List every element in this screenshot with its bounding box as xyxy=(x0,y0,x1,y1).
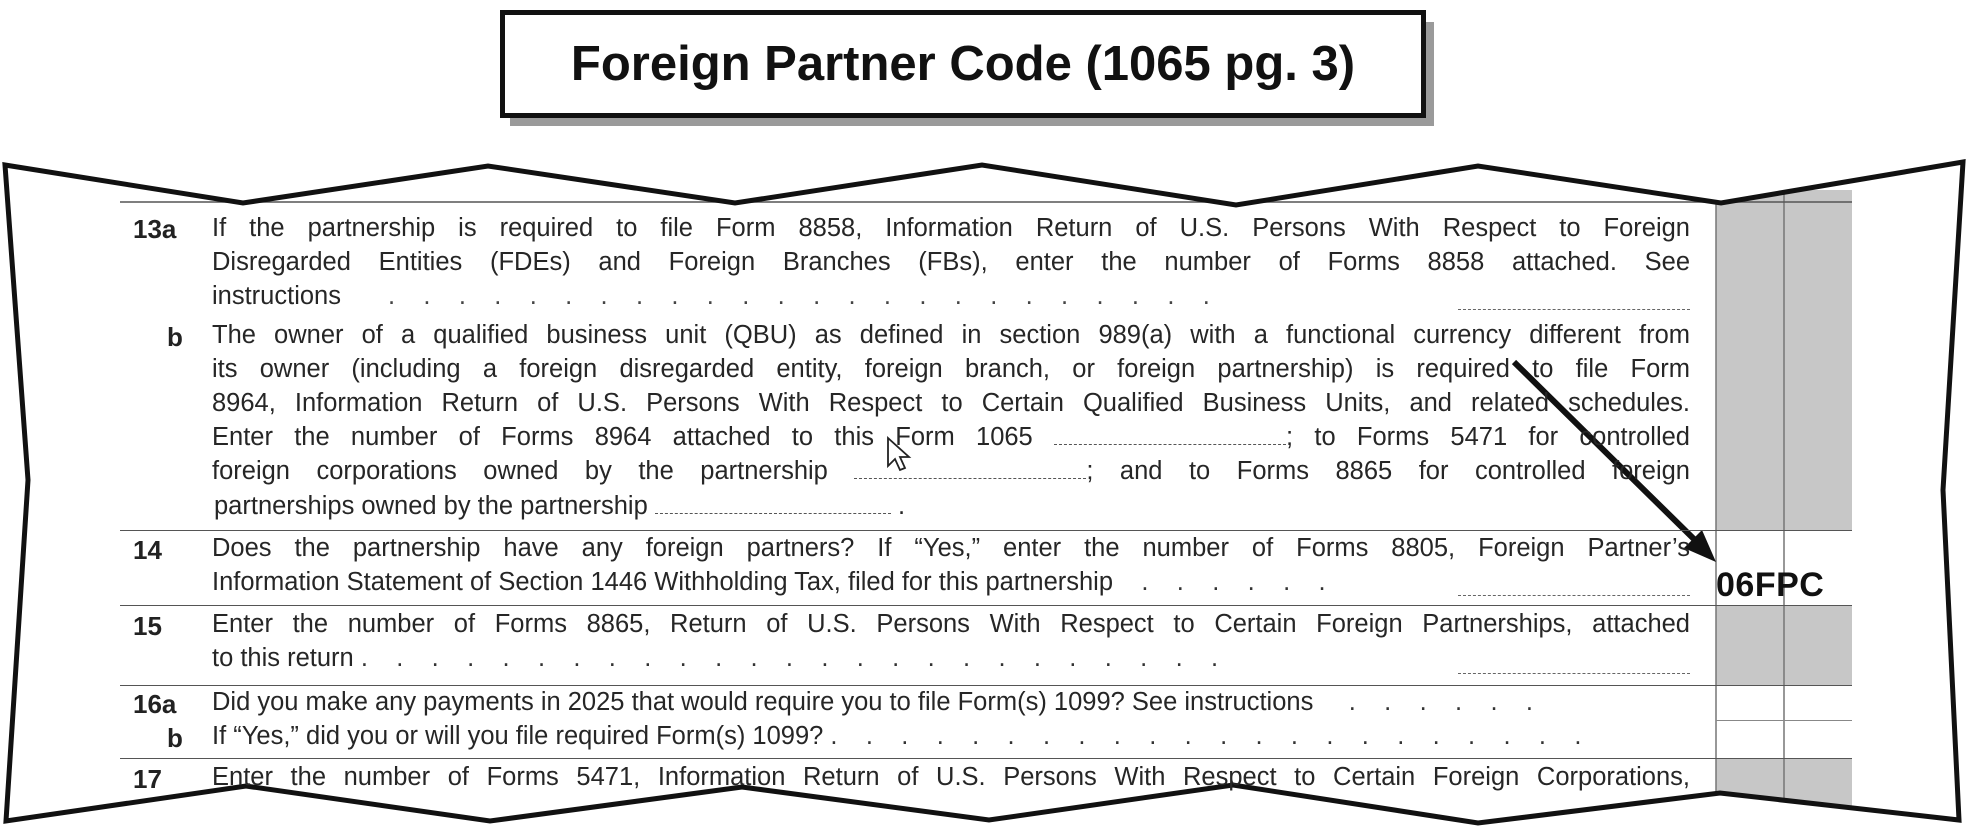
line-number-13a: 13a xyxy=(133,214,177,244)
line-number-15: 15 xyxy=(133,611,162,641)
line-15-text-2-label: to this return xyxy=(212,644,354,672)
line-number-16a: 16a xyxy=(133,689,177,719)
line-14-text-2-label: Information Statement of Section 1446 Withholding Tax, filed for this partnership xyxy=(212,568,1114,596)
forms-5471-blank[interactable] xyxy=(854,477,1086,479)
line-13a-text-2: Disregarded Entities (FDEs) and Foreign Branches (FBs), enter the number of Forms 8858 attached. See xyxy=(212,248,1690,276)
line-13b-text-6: partnerships owned by the partnership . xyxy=(214,492,906,520)
line-number-13b: b xyxy=(167,322,183,352)
line-16a-text-label: Did you make any payments in 2025 that would require you to file Form(s) 1099? See instructions xyxy=(212,688,1314,716)
line-17-text: Enter the number of Forms 5471, Information Return of U.S. Persons With Respect to Certain Foreign Corporations, xyxy=(212,763,1690,791)
line-13b-text-5b: ; and to Forms 8865 for controlled foreign xyxy=(1086,457,1690,485)
line-14-leader-dots: . . . . . . xyxy=(1120,568,1326,596)
line-13a-text-3-label: instructions xyxy=(212,282,341,310)
rule-16b-top xyxy=(1716,720,1852,721)
line-13b-text-3: 8964, Information Return of U.S. Persons With Respect to Certain Qualified Business Units, and related schedules. xyxy=(212,389,1690,417)
line-13a-text-1: If the partnership is required to file Form 8858, Information Return of U.S. Persons With Respect to Foreign xyxy=(212,214,1690,242)
line-14-text-1: Does the partnership have any foreign partners? If “Yes,” enter the number of Forms 8805, Foreign Partner’s xyxy=(212,534,1690,562)
forms-8964-blank[interactable] xyxy=(1054,443,1286,445)
line-13b-text-4b: ; to Forms 5471 for controlled xyxy=(1286,423,1690,451)
line-13b-text-6-label: partnerships owned by the partnership xyxy=(214,492,648,520)
line-15-leader-dots: . . . . . . . . . . . . . . . . . . . . . . . . . xyxy=(360,644,1219,672)
line-14-answer-blank[interactable] xyxy=(1458,595,1690,596)
page-title: Foreign Partner Code (1065 pg. 3) xyxy=(500,10,1426,118)
line-16b-leader-dots: . . . . . . . . . . . . . . . . . . . . . . xyxy=(830,722,1582,750)
line-15-answer-blank[interactable] xyxy=(1458,673,1690,674)
line-15-text-2 xyxy=(212,641,1690,676)
line-16b-text xyxy=(212,719,1690,754)
rule-15-top xyxy=(120,605,1852,606)
foreign-partner-code-label: 06FPC xyxy=(1716,566,1825,604)
line-13b-text-5 xyxy=(212,454,1690,489)
line-13a-answer-blank[interactable] xyxy=(1458,309,1690,310)
line-16a-text xyxy=(212,685,1690,720)
line-number-16b: b xyxy=(167,723,183,753)
line-16a-leader-dots: . . . . . . xyxy=(1320,688,1533,716)
line-16b-text-label: If “Yes,” did you or will you file required Form(s) 1099? xyxy=(212,722,824,750)
line-13b-text-4 xyxy=(212,420,1690,455)
line-13b-text-4a: Enter the number of Forms 8964 attached to this Form 1065 xyxy=(212,423,1033,451)
line-15-text-1: Enter the number of Forms 8865, Return of U.S. Persons With Respect to Certain Foreign Partnerships, attached xyxy=(212,610,1690,638)
line-13b-text-2: its owner (including a foreign disregarded entity, foreign branch, or foreign partnership) is required to file Form xyxy=(212,355,1690,383)
line-13b-text-5a: foreign corporations owned by the partnership xyxy=(212,457,828,485)
line-number-14: 14 xyxy=(133,535,162,565)
line-13a-leader-dots: . . . . . . . . . . . . . . . . . . . . . . . . xyxy=(388,282,1210,310)
line-number-17: 17 xyxy=(133,764,162,794)
line-13b-text-1: The owner of a qualified business unit (QBU) as defined in section 989(a) with a functional currency different from xyxy=(212,321,1690,349)
forms-8865-controlled-blank[interactable] xyxy=(655,512,891,514)
rule-17-top xyxy=(120,758,1852,759)
